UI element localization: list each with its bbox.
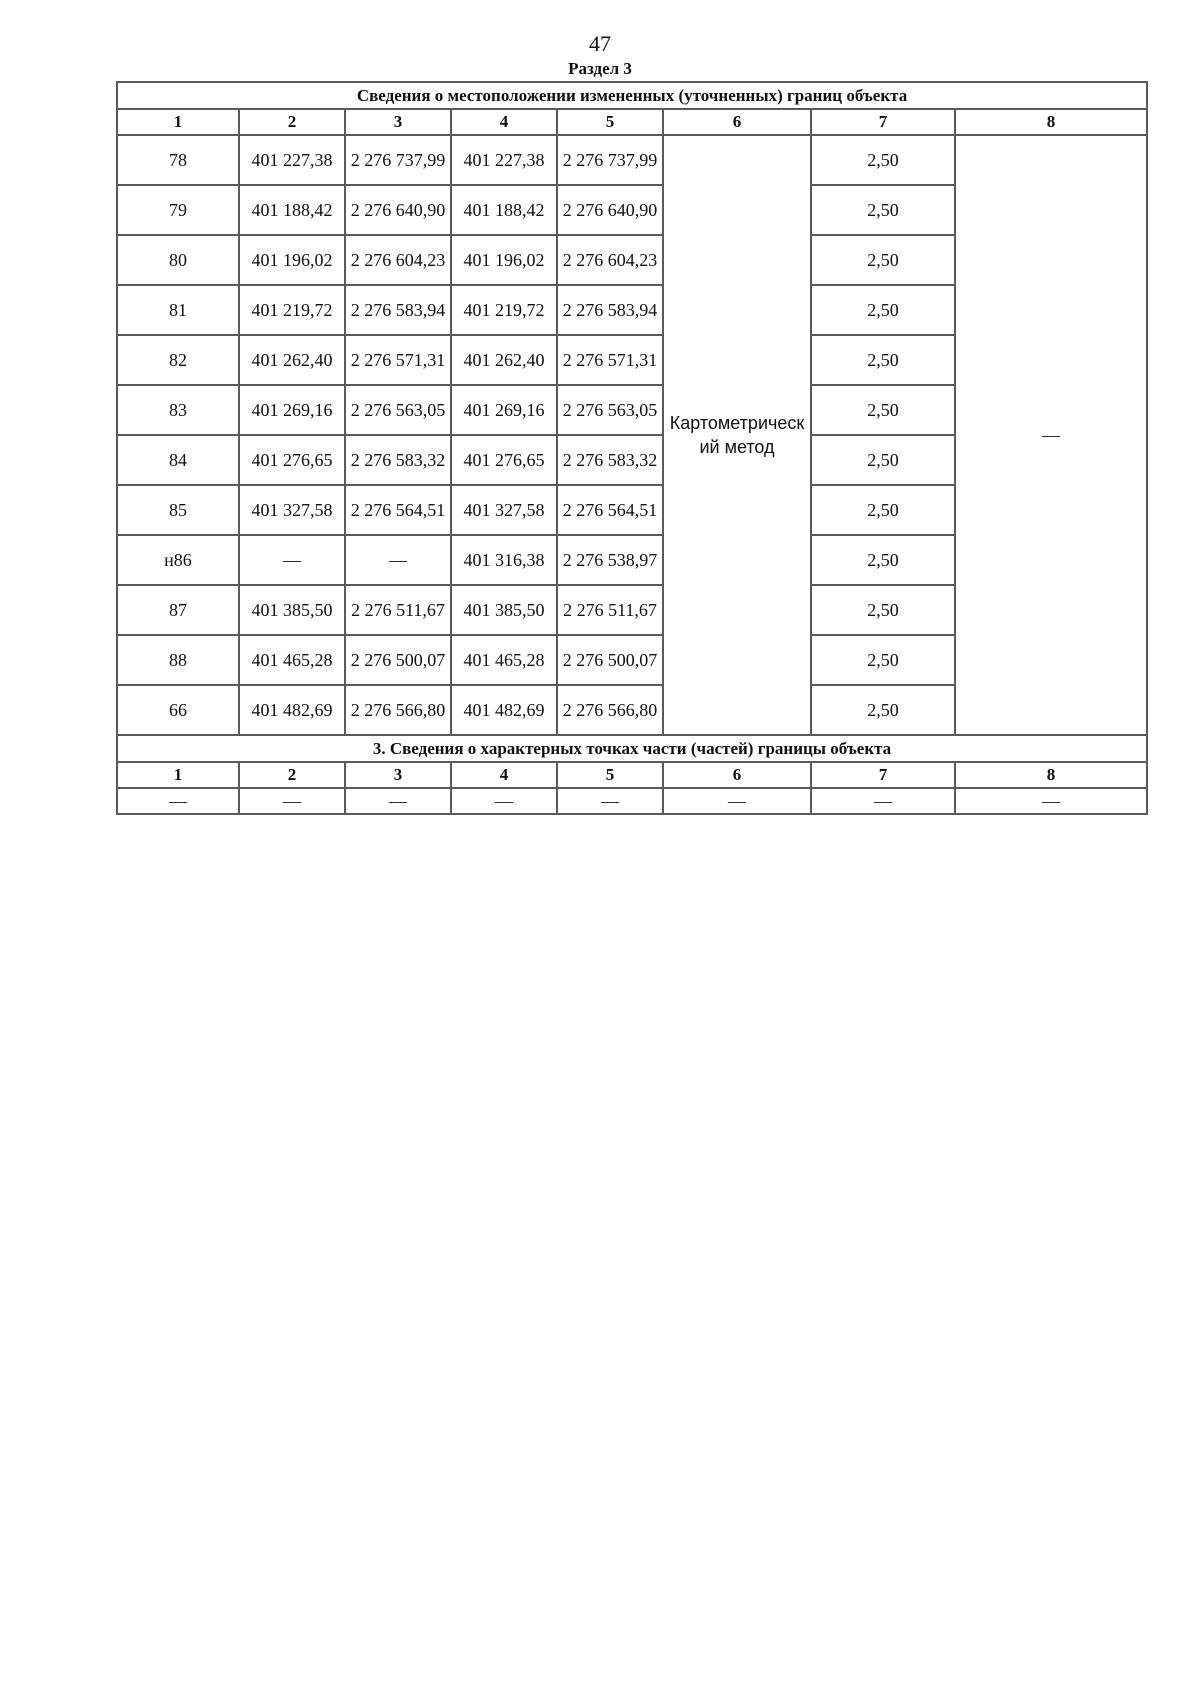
x-old-cell: 401 196,02: [239, 235, 345, 285]
accuracy-cell: 2,50: [811, 235, 955, 285]
table2-empty-cell: —: [239, 788, 345, 814]
x-new-cell: 401 269,16: [451, 385, 557, 435]
point-number-cell: 84: [117, 435, 239, 485]
table2-header-cell: 8: [955, 762, 1147, 788]
x-old-cell: 401 227,38: [239, 135, 345, 185]
point-number-cell: 79: [117, 185, 239, 235]
table2-empty-cell: —: [955, 788, 1147, 814]
section-title: Раздел 3: [568, 59, 632, 78]
y-old-cell: 2 276 604,23: [345, 235, 451, 285]
point-number-cell: 83: [117, 385, 239, 435]
boundary-table: [116, 81, 1148, 815]
x-old-cell: —: [239, 535, 345, 585]
accuracy-cell: 2,50: [811, 185, 955, 235]
point-number-cell: н86: [117, 535, 239, 585]
table2-header-cell: 7: [811, 762, 955, 788]
table2-empty-cell: —: [117, 788, 239, 814]
table2-header-cell: 4: [451, 762, 557, 788]
table2-title-row: [117, 735, 1147, 762]
table2-empty-cell: —: [345, 788, 451, 814]
accuracy-cell: 2,50: [811, 285, 955, 335]
point-number-cell: 78: [117, 135, 239, 185]
x-old-cell: 401 385,50: [239, 585, 345, 635]
x-old-cell: 401 269,16: [239, 385, 345, 435]
y-new-cell: 2 276 640,90: [557, 185, 663, 235]
x-new-cell: 401 327,58: [451, 485, 557, 535]
y-new-cell: 2 276 500,07: [557, 635, 663, 685]
y-new-cell: 2 276 737,99: [557, 135, 663, 185]
accuracy-cell: 2,50: [811, 585, 955, 635]
x-new-cell: 401 385,50: [451, 585, 557, 635]
y-new-cell: 2 276 604,23: [557, 235, 663, 285]
x-new-cell: 401 196,02: [451, 235, 557, 285]
y-old-cell: 2 276 500,07: [345, 635, 451, 685]
x-old-cell: 401 276,65: [239, 435, 345, 485]
y-old-cell: 2 276 511,67: [345, 585, 451, 635]
table2-header-row: [117, 762, 1147, 788]
accuracy-cell: 2,50: [811, 335, 955, 385]
x-new-cell: 401 219,72: [451, 285, 557, 335]
y-new-cell: 2 276 583,94: [557, 285, 663, 335]
table2-empty-cell: —: [811, 788, 955, 814]
x-new-cell: 401 276,65: [451, 435, 557, 485]
point-number-cell: 87: [117, 585, 239, 635]
accuracy-cell: 2,50: [811, 635, 955, 685]
x-old-cell: 401 188,42: [239, 185, 345, 235]
x-old-cell: 401 327,58: [239, 485, 345, 535]
table1-title-row: [117, 82, 1147, 109]
point-number-cell: 82: [117, 335, 239, 385]
accuracy-cell: 2,50: [811, 135, 955, 185]
table2-header-cell: 6: [663, 762, 811, 788]
y-old-cell: 2 276 583,32: [345, 435, 451, 485]
table1-header-cell: 3: [345, 109, 451, 135]
table1-header-cell: 2: [239, 109, 345, 135]
point-number-cell: 88: [117, 635, 239, 685]
point-number-cell: 81: [117, 285, 239, 335]
table1-header-cell: 8: [955, 109, 1147, 135]
y-old-cell: 2 276 737,99: [345, 135, 451, 185]
table1-header-cell: 4: [451, 109, 557, 135]
table1-header-cell: 5: [557, 109, 663, 135]
point-number-cell: 80: [117, 235, 239, 285]
accuracy-cell: 2,50: [811, 685, 955, 735]
y-old-cell: 2 276 566,80: [345, 685, 451, 735]
x-new-cell: 401 465,28: [451, 635, 557, 685]
y-new-cell: 2 276 511,67: [557, 585, 663, 635]
x-new-cell: 401 316,38: [451, 535, 557, 585]
table2-empty-cell: —: [663, 788, 811, 814]
accuracy-cell: 2,50: [811, 535, 955, 585]
accuracy-cell: 2,50: [811, 385, 955, 435]
table2-header-cell: 3: [345, 762, 451, 788]
x-old-cell: 401 465,28: [239, 635, 345, 685]
y-new-cell: 2 276 583,32: [557, 435, 663, 485]
accuracy-cell: 2,50: [811, 435, 955, 485]
y-new-cell: 2 276 564,51: [557, 485, 663, 535]
table1-header-cell: 7: [811, 109, 955, 135]
y-new-cell: 2 276 538,97: [557, 535, 663, 585]
y-old-cell: 2 276 564,51: [345, 485, 451, 535]
x-new-cell: 401 227,38: [451, 135, 557, 185]
y-old-cell: 2 276 563,05: [345, 385, 451, 435]
boundary-table-body: [117, 82, 1147, 814]
table1-title: Сведения о местоположении измененных (уточненных) границ объекта: [117, 82, 1147, 109]
y-new-cell: 2 276 563,05: [557, 385, 663, 435]
y-new-cell: 2 276 566,80: [557, 685, 663, 735]
y-old-cell: 2 276 571,31: [345, 335, 451, 385]
accuracy-cell: 2,50: [811, 485, 955, 535]
x-old-cell: 401 482,69: [239, 685, 345, 735]
x-new-cell: 401 188,42: [451, 185, 557, 235]
x-new-cell: 401 482,69: [451, 685, 557, 735]
y-new-cell: 2 276 571,31: [557, 335, 663, 385]
x-new-cell: 401 262,40: [451, 335, 557, 385]
table1-header-cell: 6: [663, 109, 811, 135]
y-old-cell: 2 276 583,94: [345, 285, 451, 335]
table2-header-cell: 5: [557, 762, 663, 788]
x-old-cell: 401 262,40: [239, 335, 345, 385]
table2-empty-cell: —: [557, 788, 663, 814]
method-cell: Картометрический метод: [663, 135, 811, 735]
table1-header-cell: 1: [117, 109, 239, 135]
point-number-cell: 85: [117, 485, 239, 535]
table1-header-row: [117, 109, 1147, 135]
table2-title: 3. Сведения о характерных точках части (частей) границы объекта: [117, 735, 1147, 762]
table2-header-cell: 2: [239, 762, 345, 788]
table2-empty-cell: —: [451, 788, 557, 814]
y-old-cell: —: [345, 535, 451, 585]
page-number: 47: [589, 31, 611, 56]
x-old-cell: 401 219,72: [239, 285, 345, 335]
table2-header-cell: 1: [117, 762, 239, 788]
point-number-cell: 66: [117, 685, 239, 735]
column8-cell: —: [955, 135, 1147, 735]
table-row: [117, 135, 1147, 185]
table2-empty-row: [117, 788, 1147, 814]
y-old-cell: 2 276 640,90: [345, 185, 451, 235]
